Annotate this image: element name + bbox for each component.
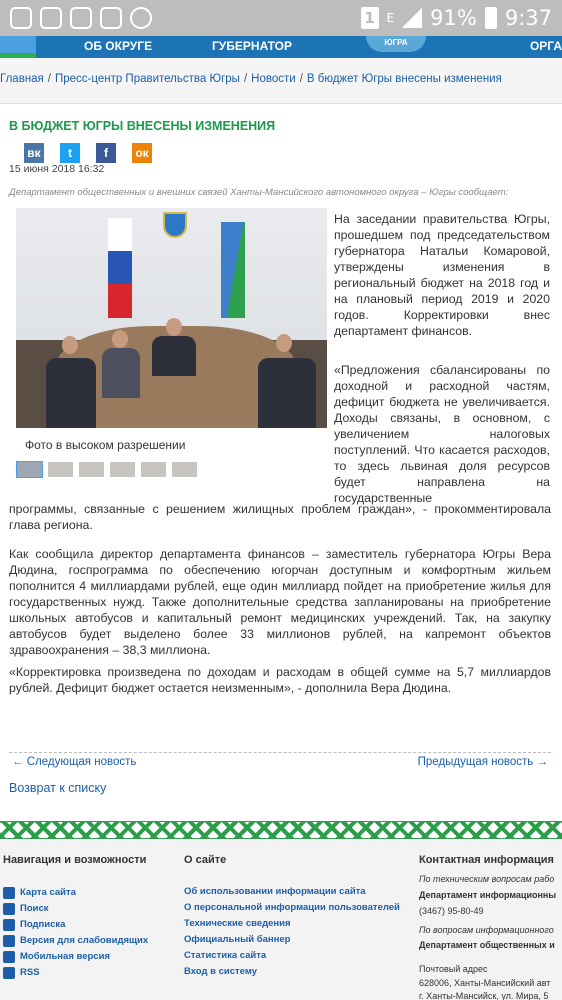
divider (9, 752, 551, 753)
thumbnail[interactable] (140, 461, 167, 478)
footer-link[interactable]: О персональной информации пользователей (184, 902, 400, 913)
breadcrumb-home[interactable]: Главная (0, 73, 44, 85)
thumbnail[interactable] (16, 461, 43, 478)
ugra-flag (221, 222, 245, 318)
top-navigation (0, 36, 562, 58)
thumbnail[interactable] (78, 461, 105, 478)
odnoklassniki-share-icon[interactable]: ок (132, 143, 152, 163)
footer-link[interactable]: Статистика сайта (184, 950, 267, 961)
facebook-share-icon[interactable]: f (96, 143, 116, 163)
footer-link[interactable]: RSS (3, 965, 148, 981)
article-paragraph: «Предложения сбалансированы по доходной и расходной частям, дефицит бюджета не увеличивается. Доходы связаны, в основном, с увеличением налоговых поступлений. Что касается расходов, то здесь львиная доля ресурсов будет направлена на государственные (334, 363, 550, 505)
footer-contact-title: Контактная информация (419, 854, 554, 866)
contact-address: г. Ханты-Мансийск, ул. Мира, 5 (419, 991, 549, 1000)
share-buttons (24, 143, 152, 163)
contact-tech-question: По техническим вопросам рабо (419, 874, 555, 884)
russian-flag (108, 218, 132, 318)
network-type: E (386, 11, 395, 25)
breadcrumb: Главная / Пресс-центр Правительства Югры / Новости / В бюджет Югры внесены изменения (0, 73, 502, 85)
nav-organizations[interactable]: ОРГА (529, 39, 562, 53)
contact-department: Департамент общественных и (419, 940, 555, 950)
footer-link[interactable]: Официальный баннер (184, 934, 291, 945)
chat-icon (130, 7, 152, 29)
radio-icon (100, 7, 122, 29)
back-to-list-link[interactable]: Возврат к списку (9, 781, 107, 795)
status-bar (0, 0, 562, 36)
contact-address-label: Почтовый адрес (419, 964, 488, 974)
article-source: Департамент общественных и внешних связей Ханты-Мансийского автономного округа – Югры сообщает: (9, 187, 509, 198)
page-title: В БЮДЖЕТ ЮГРЫ ВНЕСЕНЫ ИЗМЕНЕНИЯ (9, 119, 276, 133)
article-photo[interactable] (16, 208, 327, 428)
footer-link[interactable]: Поиск (3, 901, 148, 917)
battery-icon (485, 7, 497, 29)
footer-link[interactable]: Об использовании информации сайта (184, 886, 366, 897)
person (102, 348, 140, 398)
image-icon (70, 7, 92, 29)
breadcrumb-current[interactable]: В бюджет Югры внесены изменения (306, 73, 502, 85)
article-paragraph: Как сообщила директор департамента финансов – заместитель губернатора Югры Вера Дюдина, госпрограмма по обеспечению югорчан доступным и комфортным жильем пополнится 4 миллиардами рублей, еще один миллиард пойдет на приобретение жилья для государственных нужд. Также дополнительные средства запланированы на приобретение школьных автобусов и капитальный ремонт медицинских учреждений. Так, на закупку автобусов будет выделено более 33 миллионов рублей, на капремонт объектов здравоохранения – 38,3 миллиона. (9, 547, 551, 657)
contact-address: 628006, Ханты-Мансийский авт (419, 978, 551, 988)
app-notification-icon (10, 7, 32, 29)
footer-nav-title: Навигация и возможности (3, 854, 147, 866)
previous-news-link[interactable]: Предыдущая новость → (417, 756, 548, 768)
rss-icon (3, 967, 15, 979)
contact-info-question: По вопросам информационного (419, 925, 554, 935)
vk-share-icon[interactable]: вк (24, 143, 44, 163)
contact-phone: (3467) 95-80-49 (419, 906, 484, 916)
coat-of-arms (163, 212, 187, 238)
thumbnail[interactable] (47, 461, 74, 478)
footer-about-links (184, 884, 400, 980)
signal-icon (402, 8, 422, 28)
nav-about-okrug[interactable]: ОБ ОКРУГЕ (84, 39, 153, 53)
mobile-icon (3, 951, 15, 963)
contact-department: Департамент информационны (419, 890, 557, 900)
photo-caption[interactable]: Фото в высоком разрешении (25, 438, 186, 452)
photo-thumbnails (16, 461, 198, 478)
footer-link[interactable]: Вход в систему (184, 966, 258, 977)
footer-link[interactable]: Подписка (3, 917, 148, 933)
next-news-link[interactable]: ← Следующая новость (12, 756, 137, 768)
accessibility-icon (3, 935, 15, 947)
footer-about-title: О сайте (184, 854, 227, 866)
footer-link[interactable]: Карта сайта (3, 885, 148, 901)
battery-percent: 91% (430, 6, 477, 30)
article-paragraph: программы, связанные с решением жилищных проблем граждан», - прокомментировала глава региона. (9, 502, 551, 532)
nav-governor[interactable]: ГУБЕРНАТОР (212, 39, 293, 53)
footer-link[interactable]: Версия для слабовидящих (3, 933, 148, 949)
person (258, 358, 316, 428)
sim-icon: 1 (361, 7, 379, 29)
breadcrumb-news[interactable]: Новости (251, 73, 296, 85)
clock: 9:37 (504, 6, 552, 30)
footer-nav-links (3, 885, 148, 981)
footer-link[interactable]: Технические сведения (184, 918, 291, 929)
instagram-icon (40, 7, 62, 29)
footer-link[interactable]: Мобильная версия (3, 949, 148, 965)
article-paragraph: «Корректировка произведена по доходам и расходам в общей сумме на 5,7 миллиардов рублей. Дефицит бюджет остается неизменным», - дополнила Вера Дюдина. (9, 665, 551, 695)
article-paragraph: На заседании правительства Югры, прошедшем под председательством губернатора Натальи Комаровой, утверждены изменения в региональный бюджет на 2018 год и на плановый период 2019 и 2020 годов. Корректировки внес департамент финансов. (334, 212, 550, 338)
breadcrumb-press-center[interactable]: Пресс-центр Правительства Югры (54, 73, 240, 85)
sitemap-icon (3, 887, 15, 899)
person (152, 336, 196, 376)
search-icon (3, 903, 15, 915)
ugra-emblem[interactable]: ЮГРА (366, 36, 426, 52)
site-logo[interactable] (0, 36, 36, 58)
person (46, 358, 96, 428)
ornament-border (0, 821, 562, 839)
twitter-share-icon[interactable]: t (60, 143, 80, 163)
thumbnail[interactable] (109, 461, 136, 478)
publish-date: 15 июня 2018 16:32 (9, 163, 105, 175)
subscribe-icon (3, 919, 15, 931)
thumbnail[interactable] (171, 461, 198, 478)
